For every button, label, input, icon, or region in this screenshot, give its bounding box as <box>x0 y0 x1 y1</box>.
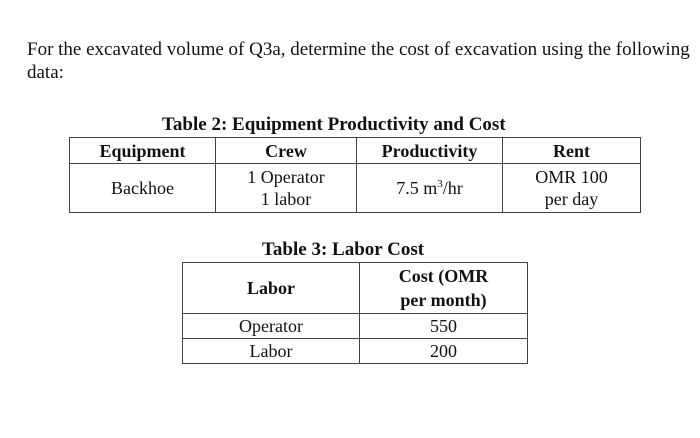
header-cost-line-2: per month) <box>400 290 487 310</box>
productivity-value: 7.5 m <box>396 178 438 198</box>
table-row <box>70 164 641 213</box>
productivity-unit: /hr <box>442 178 463 198</box>
cell-productivity <box>357 164 503 213</box>
table3-caption: Table 3: Labor Cost <box>262 239 425 260</box>
productivity-exponent: 3 <box>437 178 443 190</box>
header-cost-line-1: Cost (OMR <box>398 266 489 286</box>
table2-caption: Table 2: Equipment Productivity and Cost <box>162 114 506 135</box>
labor-cost-table <box>182 262 528 364</box>
table-header-row <box>70 138 641 164</box>
table-row <box>183 339 528 364</box>
crew-line-2: 1 labor <box>260 189 312 209</box>
header-productivity: Productivity <box>357 138 503 164</box>
header-crew: Crew <box>216 138 357 164</box>
question-text: For the excavated volume of Q3a, determine the cost of excavation using the following data: <box>27 39 690 83</box>
header-cost <box>360 263 528 314</box>
rent-line-1: OMR 100 <box>535 167 608 187</box>
cell-cost: 550 <box>360 314 528 339</box>
cell-crew <box>216 164 357 213</box>
crew-line-1: 1 Operator <box>247 167 325 187</box>
cell-labor: Operator <box>183 314 360 339</box>
cell-labor: Labor <box>183 339 360 364</box>
header-labor: Labor <box>183 263 360 314</box>
header-equipment: Equipment <box>70 138 216 164</box>
cell-equipment: Backhoe <box>70 164 216 213</box>
equipment-table <box>69 137 641 213</box>
table-header-row <box>183 263 528 314</box>
cell-rent <box>503 164 641 213</box>
table-row <box>183 314 528 339</box>
rent-line-2: per day <box>544 189 599 209</box>
cell-cost: 200 <box>360 339 528 364</box>
header-rent: Rent <box>503 138 641 164</box>
